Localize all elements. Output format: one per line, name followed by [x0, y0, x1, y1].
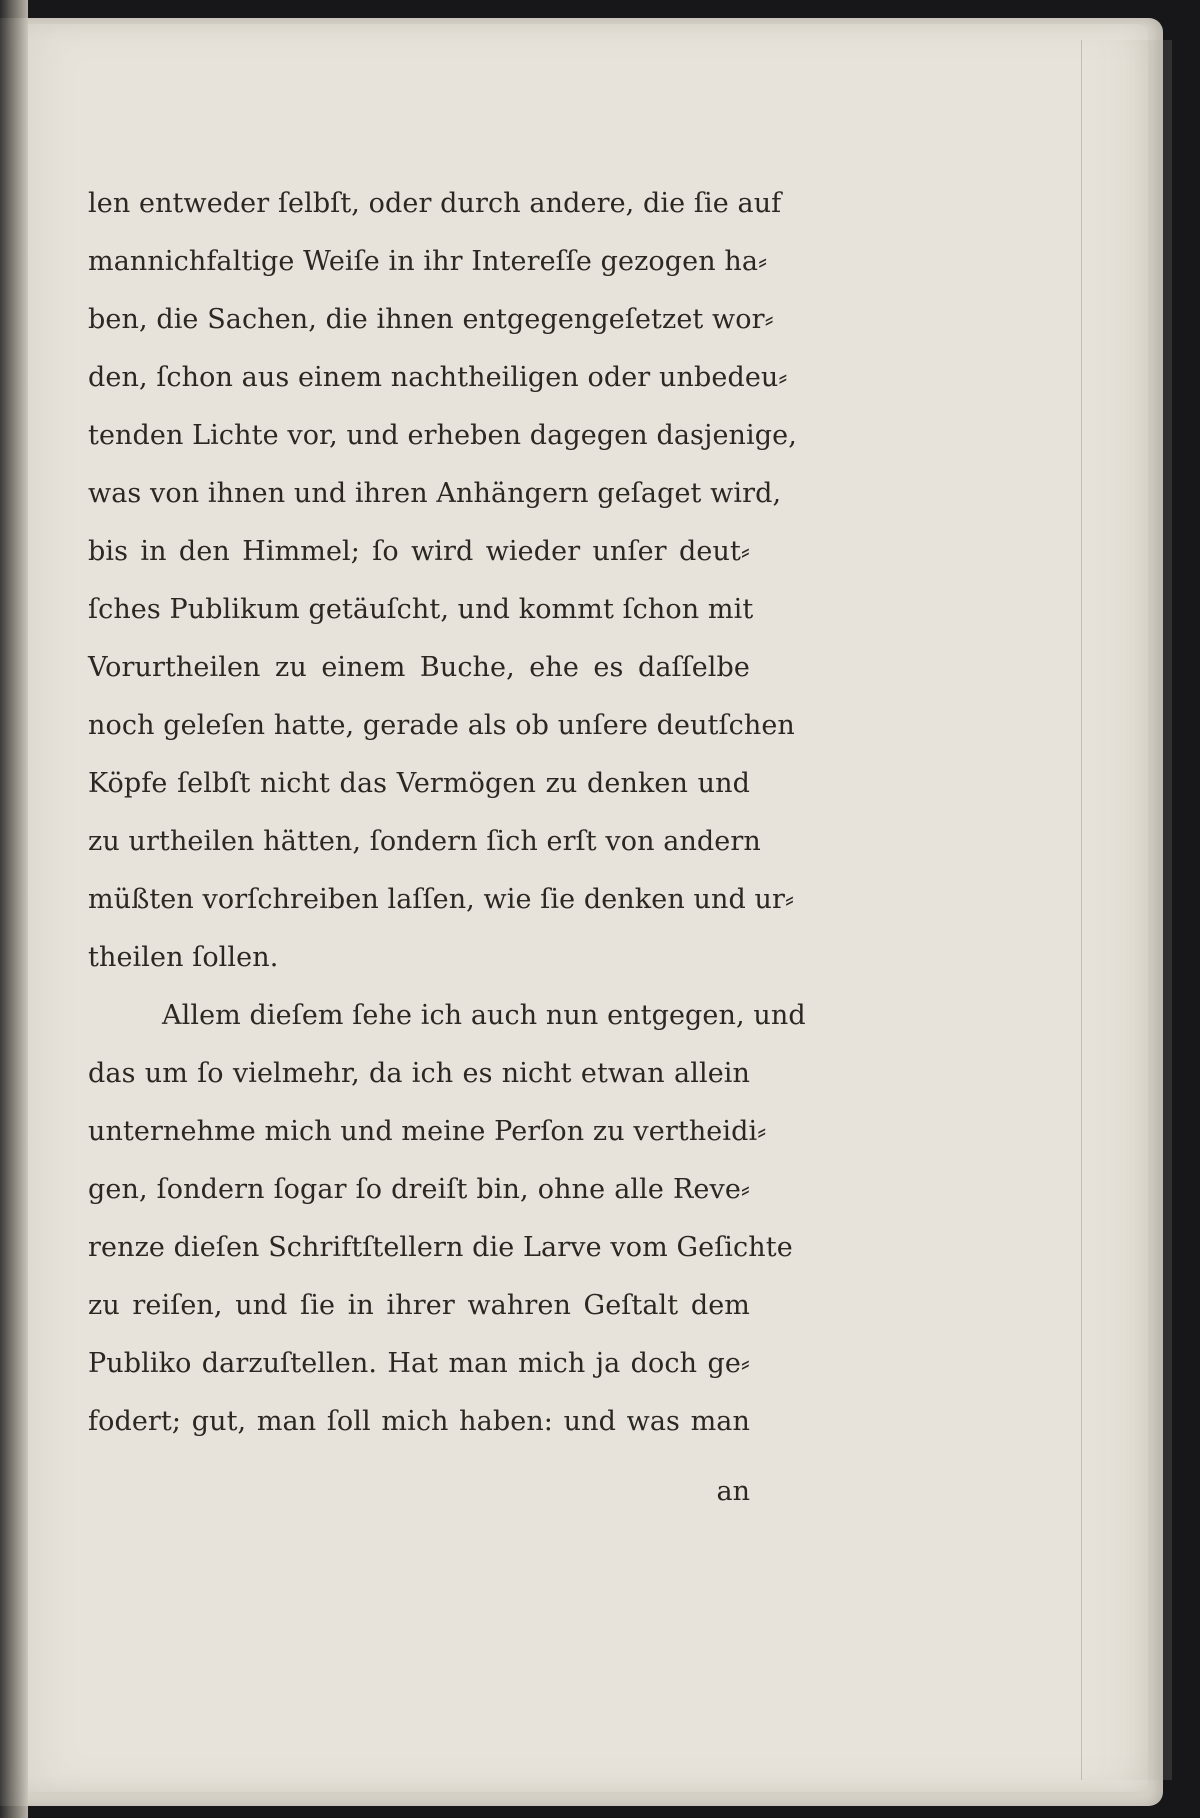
- text-line: ben, die Sachen, die ihnen entgegengeſetzet wor⸗: [88, 304, 774, 335]
- text-line: den, ſchon aus einem nachtheiligen oder unbedeu⸗: [88, 362, 788, 393]
- text-line: gen, ſondern ſogar ſo dreiſt bin, ohne alle Reve⸗: [88, 1174, 750, 1205]
- text-line: was von ihnen und ihren Anhängern geſaget wird,: [88, 478, 782, 509]
- text-line: ſches Publikum getäuſcht, und kommt ſchon mit: [88, 594, 754, 625]
- text-line: renze dieſen Schriftſtellern die Larve vom Geſichte: [88, 1232, 793, 1263]
- binding-gutter: [0, 0, 28, 1818]
- text-line: fodert; gut, man ſoll mich haben: und was man: [88, 1406, 750, 1437]
- text-line: zu reiſen, und ſie in ihrer wahren Geſtalt dem: [88, 1290, 750, 1321]
- text-line: Allem dieſem ſehe ich auch nun entgegen, und: [162, 1000, 806, 1031]
- page-deckle-edge: [1081, 40, 1172, 1780]
- catchword: an: [716, 1476, 750, 1507]
- text-line: Vorurtheilen zu einem Buche, ehe es daſſelbe: [88, 652, 750, 683]
- text-line: bis in den Himmel; ſo wird wieder unſer deut⸗: [88, 536, 750, 567]
- text-line: müßten vorſchreiben laſſen, wie ſie denken und ur⸗: [88, 884, 795, 915]
- text-line: Köpfe ſelbſt nicht das Vermögen zu denken und: [88, 768, 750, 799]
- text-line: das um ſo vielmehr, da ich es nicht etwan allein: [88, 1058, 750, 1089]
- text-line: unternehme mich und meine Perſon zu vertheidi⸗: [88, 1116, 767, 1147]
- text-line: zu urtheilen hätten, ſondern ſich erſt von andern: [88, 826, 761, 857]
- text-line: Publiko darzuſtellen. Hat man mich ja doch ge⸗: [88, 1348, 750, 1379]
- text-line: tenden Lichte vor, und erheben dagegen dasjenige,: [88, 420, 797, 451]
- text-line: len entweder ſelbſt, oder durch andere, die ſie auf: [88, 188, 782, 219]
- text-line: noch geleſen hatte, gerade als ob unſere deutſchen: [88, 710, 795, 741]
- body-text: [88, 175, 806, 1451]
- text-line: mannichfaltige Weiſe in ihr Intereſſe gezogen ha⸗: [88, 246, 768, 277]
- text-line: theilen ſollen.: [88, 942, 279, 973]
